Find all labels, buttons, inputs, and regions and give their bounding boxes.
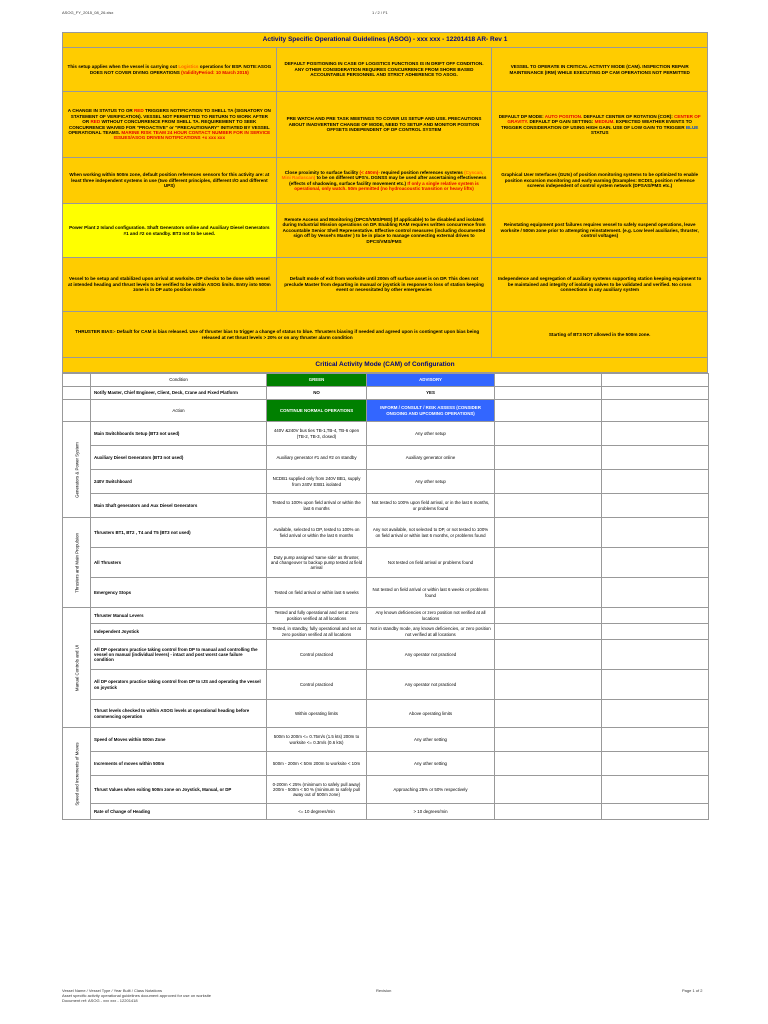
guideline-row [62, 204, 708, 258]
action-row [63, 400, 709, 422]
guideline-cell [63, 48, 277, 92]
cam-empty-cell [495, 578, 602, 608]
guideline-cell [277, 92, 493, 158]
guideline-text-part: Close proximity to surface facility [284, 169, 360, 175]
cam-condition: Main Shaft generators and Aux Diesel Generators [91, 494, 267, 518]
cam-advisory-criteria: Not tested to 100% upon field arrival, or in the last 6 months, or problems found [367, 494, 495, 518]
cam-condition: All DP operators practice taking control from DP to IJS and operating the vessel on joystick [91, 670, 267, 700]
guideline-cell [63, 92, 277, 158]
guideline-cell [277, 258, 493, 312]
guideline-cell [63, 158, 277, 204]
guideline-text [496, 222, 703, 238]
asog-sheet [62, 32, 708, 820]
cam-empty-cell [602, 494, 709, 518]
cam-row [63, 624, 709, 640]
cam-green-criteria: Auxiliary generator #1 and #2 on standby [267, 446, 367, 470]
guideline-text [67, 172, 272, 188]
guideline-text-part: (< 450m)- [359, 169, 380, 175]
cam-empty-cell [602, 578, 709, 608]
notify-advisory: YES [367, 387, 495, 400]
cam-condition: Speed of Moves within 500m Zone [91, 728, 267, 752]
guideline-text-part: MEDIUM. [594, 119, 615, 125]
guideline-text-part: Power Plant 2 Island configuration. Shaft Generators online and Auxiliary Diesel Generators #1 and #2 on standby. BT3 not to be used. [69, 225, 270, 236]
cam-advisory-criteria: Any operator not practiced [367, 640, 495, 670]
cam-advisory-criteria: Any not available, not selected to DP, or not tested to 100% on field arrival or within last 6 months, or problems found [367, 518, 495, 548]
cam-empty-cell [495, 752, 602, 776]
notify-row [63, 387, 709, 400]
guideline-text [281, 217, 488, 244]
guideline-text-part: required position references systems [379, 169, 465, 175]
cam-empty-cell [495, 728, 602, 752]
footer-line-1: Vessel Name / Vessel Type / Year Built / Class Notations [62, 988, 162, 993]
guideline-text-part: AUTO POSITION. [544, 113, 583, 119]
cam-condition: 240V Switchboard [91, 470, 267, 494]
guideline-text-part: OR [82, 119, 91, 125]
guideline-text-part: Starting of BT3 NOT allowed in the 500m zone. [548, 331, 651, 337]
guideline-cell [492, 204, 708, 258]
cam-row [63, 548, 709, 578]
cam-condition: Thrusters BT1, BT2 , T4 and T5 (BT3 not used) [91, 518, 267, 548]
cam-empty-cell [495, 470, 602, 494]
cam-empty-cell [602, 422, 709, 446]
action-label: Action [91, 400, 267, 422]
cam-group-label [63, 518, 91, 608]
guideline-text-part: A CHANGE IN STATUS TO [67, 108, 126, 114]
cam-empty-cell [602, 804, 709, 820]
guideline-row [62, 258, 708, 312]
guideline-text-part: EXPECTED WEATHER EVENTS TO TRIGGER CONSIDERATION OF USING HIGH GAIN. USE OF LOW GAIN TO TRIGGER [500, 119, 692, 130]
cam-row [63, 804, 709, 820]
cam-green-criteria: <= 10 degrees/min [267, 804, 367, 820]
guideline-text-part: PRE WATCH AND PRE TASK MEETINGS TO COVER US SETUP AND USE. PRECAUTIONS ABOUT INADVERTENT CHANGE OF MODE, NEED TO SETUP AND MONITOR POSITION OFFSETS INDEPENDENT OF DP CONTROL SYSTEM [286, 116, 482, 133]
cam-empty-cell [495, 670, 602, 700]
condition-header: Condition [91, 374, 267, 387]
guideline-row [62, 92, 708, 158]
cam-advisory-criteria: Not in standby mode, any known deficiencies, or zero position not verified at all locations [367, 624, 495, 640]
guideline-text-part: TRIGGERS NOTIFICATION TO SHELL TA (SIGNATORY ON STATEMENT OF VERIFICATION). VESSEL NOT PERMITTED TO RETURN TO WORK AFTER [70, 108, 271, 119]
cam-row [63, 640, 709, 670]
guideline-cell [277, 158, 493, 204]
cam-condition: Increments of moves within 500m [91, 752, 267, 776]
guideline-row [62, 158, 708, 204]
page-footer-left [62, 988, 211, 1003]
cam-row [63, 670, 709, 700]
guideline-text-part: STATUS [590, 129, 609, 135]
cam-green-criteria: Within operating limits [267, 700, 367, 728]
guideline-text-part: (Cyscan, Mini Radascan) [281, 169, 484, 181]
cam-row [63, 752, 709, 776]
notify-green: NO [267, 387, 367, 400]
guideline-text-part: Graphical User Interfaces (GUIs) of position monitoring systems to be optimized to enable position excursion monitoring and early warning (Examples: ECDIS, position reference screens independent of control system network (DPSAS/PMS etc.) [501, 172, 699, 189]
cam-empty-cell [602, 548, 709, 578]
cam-table [62, 373, 709, 820]
guideline-text [496, 276, 703, 292]
cam-green-criteria: Tested and fully operational and set at zero position verified at all locations [267, 608, 367, 624]
action-advisory: INFORM / CONSULT / RISK ASSESS (CONSIDER ONGOING AND UPCOMING OPERATIONS) [367, 400, 495, 422]
cam-empty-cell [602, 670, 709, 700]
guideline-text-part: operations for BSP. NOTE:ASOG DOES NOT COVER DIVING OPERATIONS [89, 64, 272, 75]
cam-group-name: Manual Controls and UI [73, 644, 79, 691]
guideline-cell [492, 312, 708, 358]
cam-row [63, 470, 709, 494]
guideline-text [67, 64, 272, 75]
cam-group-label [63, 422, 91, 518]
advisory-header: ADVISORY [367, 374, 495, 387]
cam-group-name: Thrusters and Main Propulsion [73, 532, 79, 593]
guideline-text-part: If only a single relative system is operational, only watch. 50m permitted (no hydroacoustic transition or heavy lifts) [294, 180, 479, 191]
cam-row [63, 518, 709, 548]
cam-green-criteria: 500m to 200m <= 0.75m/s (1.5 kts) 200m to worksite <= 0.3m/s (0.6 kts) [267, 728, 367, 752]
cam-advisory-criteria: Any other setup [367, 470, 495, 494]
cam-advisory-criteria: Not tested on field arrival or within last 6 weeks or problems found [367, 578, 495, 608]
guideline-text-part: This setup applies when the vessel is carrying out [67, 64, 179, 70]
guideline-text-part: THRUSTER BIAS:- Default for CAM is bias released. Use of thruster bias to trigger a change of status to blue. Thrusters biasing if needed and agreed upon is contingent upon bias being released at net thrust levels > 20% or on any thruster alarm condition [75, 329, 480, 340]
cam-green-criteria: Control practiced [267, 640, 367, 670]
guideline-cell [492, 92, 708, 158]
guideline-text-part: Default mode of exit from worksite until 200m off surface asset is on DP. This does not preclude Master from departing in manual or joystick in response to loss of station keeping event or necessitated by other emergencies [284, 276, 484, 293]
guideline-text-part: Vessel to be setup and stabilized upon arrival at worksite. DP checks to be done with vessel at intended heading and thrust levels to be verified to be within ASOG limits. Entry into 500m zone is in DP auto position mode [67, 276, 271, 293]
cam-empty-cell [602, 470, 709, 494]
cam-green-criteria: Tested to 100% upon field arrival or within the last 6 months [267, 494, 367, 518]
cam-empty-cell [495, 804, 602, 820]
cam-advisory-criteria: Auxiliary generator online [367, 446, 495, 470]
guideline-text-part: OR [125, 108, 134, 114]
notify-label: Notify Master, Chief Engineer, Client, Deck, Crane and Fixed Platform [91, 387, 267, 400]
cam-empty-cell [602, 776, 709, 804]
guideline-text [281, 276, 488, 292]
guideline-text-part: BLUE [685, 124, 699, 130]
cam-condition: Rate of Change of Heading [91, 804, 267, 820]
cam-empty-cell [602, 700, 709, 728]
page-header-left: ASOG_FY_2015_08_26.xlsx [62, 10, 114, 15]
cam-row [63, 728, 709, 752]
page-header-center: 1 / 2 / F1 [372, 10, 388, 15]
guideline-text [496, 172, 703, 188]
guideline-text-part: RED [133, 108, 144, 114]
cam-green-criteria: 500m - 200m < 50m 200m to worksite < 10m [267, 752, 367, 776]
guideline-text [281, 116, 488, 132]
cam-empty-cell [495, 776, 602, 804]
guideline-text [67, 329, 487, 340]
cam-condition: Independent Joystick [91, 624, 267, 640]
cam-condition: Thrust levels checked to within ASOG levels at operational heading before commencing operation [91, 700, 267, 728]
guideline-text-part: (ValidityPeriod: 10 March 2015) [181, 69, 249, 75]
cam-row [63, 700, 709, 728]
cam-empty-cell [495, 608, 602, 624]
cam-group-label [63, 608, 91, 728]
cam-advisory-criteria: Any other setting [367, 728, 495, 752]
guideline-text-part: DEFAULT CENTER OF ROTATION (COR): [582, 113, 675, 119]
guideline-text [496, 114, 703, 136]
cam-empty-cell [602, 518, 709, 548]
cam-advisory-criteria: Any other setting [367, 752, 495, 776]
cam-condition: Emergency Stops [91, 578, 267, 608]
cam-empty-cell [602, 728, 709, 752]
cam-green-criteria: 0-200m < 25% (minimum to safely pull away) 200m - 500m < 50 % (minimum to safely pull away out of 500m zone) [267, 776, 367, 804]
guideline-cell [63, 204, 277, 258]
guideline-cell [492, 258, 708, 312]
footer-line-2: Asset specific activity operational guidelines document approved for use on worksite [62, 993, 211, 998]
guideline-text [281, 170, 488, 192]
cam-empty-cell [602, 624, 709, 640]
guideline-text [496, 64, 703, 75]
cam-advisory-criteria: Any known deficiencies or zero position not verified at all locations [367, 608, 495, 624]
cam-group-label [63, 728, 91, 820]
cam-empty-cell [602, 640, 709, 670]
cam-row [63, 578, 709, 608]
guideline-text-part: When working within 500m zone, default position references sensors for this activity are: at least three independent systems in use (two different principles, different I/O and different UPS) [69, 172, 270, 189]
guideline-cell [63, 312, 492, 358]
asog-guideline-rows [62, 48, 708, 358]
guideline-text-part: Remote Access and Monitoring (DPCS/VMS/PMS) (If applicable) to be disabled and isolated during Industrial Mission operations on DP. Enabling RAM requires written concurrence from Accountable Senior Shell Representative. Effective control measures (including documented sign off by Vessel's Master ) to be in place to manage connecting external drives to DPCS/VMS/PMS [282, 216, 486, 244]
cam-condition: All Thrusters [91, 548, 267, 578]
cam-green-criteria: Tested on field arrival or within last 6 weeks [267, 578, 367, 608]
guideline-text-part: VESSEL TO OPERATE IN CRITICAL ACTIVITY MODE (CAM). INSPECTION REPAIR MAINTENANCE (IRM) WHILE EXECUTING DP CAM OPERATIONS NOT PERMITTED [509, 64, 690, 75]
cam-group-name: Generators & Power System [73, 441, 79, 498]
guideline-row [62, 48, 708, 92]
cam-empty-cell [602, 608, 709, 624]
guideline-text-part: Logistics [178, 64, 199, 70]
page-footer-right: Page 1 of 2 [682, 988, 703, 993]
cam-green-criteria: Tested, in standby, fully operational and set at zero position verified at all locations [267, 624, 367, 640]
guideline-cell [277, 48, 493, 92]
guideline-text-part: Independence and segregation of auxiliary systems supporting station keeping equipment to be maintained and integrity of isolating valves to be validated and verified. No cross connections in any auxiliary system [498, 276, 702, 293]
guideline-cell [492, 158, 708, 204]
guideline-text-part: CENTER OF GRAVITY. [507, 113, 701, 125]
cam-advisory-criteria: Any operator not practiced [367, 670, 495, 700]
cam-empty-cell [495, 700, 602, 728]
cam-green-criteria: NCDB1 supplied only from 240V BB1, supply from 240V ESB1 isolated [267, 470, 367, 494]
cam-green-criteria: Control practiced [267, 670, 367, 700]
cam-condition: Main Switchboards Setup (BT3 not used) [91, 422, 267, 446]
cam-condition: All DP operators practice taking control from DP to manual and controlling the vessel on manual (individual levers) - intact and post worst case failure condition [91, 640, 267, 670]
cam-empty-cell [495, 422, 602, 446]
cam-advisory-criteria: > 10 degrees/min [367, 804, 495, 820]
cam-advisory-criteria: Approaching 25% or 50% respectively [367, 776, 495, 804]
guideline-cell [492, 48, 708, 92]
cam-green-criteria: Duty pump assigned 'same side' as thruster, and changeover to backup pump tested at field arrival [267, 548, 367, 578]
guideline-text-part: DEFAULT DP MODE: [498, 113, 545, 119]
footer-line-3: Document ref: ASOG - xxx xxx - 12201418 [62, 998, 138, 1003]
guideline-text-part: DEFAULT POSITIONING IN CASE OF LOGISTICS FUNCTIONS IS IN DRIFT OFF CONDITION. ANY OTHER CONSIDERATION REQUIRES CONCURRENCE FROM SHORE BASED ACCOUNTABLE PERSONNEL AND STRICT ADHERENCE TO ASOG. [284, 61, 484, 78]
cam-condition: Auxiliary Diesel Generators (BT3 not used) [91, 446, 267, 470]
cam-advisory-criteria: Any other setup [367, 422, 495, 446]
guideline-text [281, 61, 488, 77]
cam-row [63, 776, 709, 804]
guideline-text-part: MARINE RISK TEAM 24 HOUR CONTACT NUMBER FOR IN SERVICE ISSUES/ASOG DRIVEN NOTIFICATIONS +x xxx xxx [113, 129, 271, 141]
cam-empty-cell [495, 624, 602, 640]
cam-empty-cell [495, 494, 602, 518]
cam-row [63, 494, 709, 518]
cam-empty-cell [602, 446, 709, 470]
cam-title: Critical Activity Mode (CAM) of Configuration [62, 358, 708, 373]
guideline-cell [277, 204, 493, 258]
guideline-row [62, 312, 708, 358]
guideline-text-part: DEFAULT DP GAIN SETTING: [528, 119, 595, 125]
guideline-text-part: RED [90, 119, 101, 125]
cam-condition: Thruster Manual Levers [91, 608, 267, 624]
cam-empty-cell [495, 518, 602, 548]
cam-empty-cell [495, 640, 602, 670]
cam-advisory-criteria: Above operating limits [367, 700, 495, 728]
guideline-text [67, 276, 272, 292]
guideline-text [549, 332, 651, 337]
guideline-text-part: WITHOUT CONCURRENCE FROM SHELL TA. REQUIREMENT TO SEEK CONCURRENCE WAIVED FOR "PROACTIVE" or "PRECAUTIONARY" INITIATED BY VESSEL OPERATIONAL TEAMS. [68, 119, 270, 135]
cam-advisory-criteria: Not tested on field arrival or problems found [367, 548, 495, 578]
cam-row [63, 446, 709, 470]
cam-condition: Thrust Values when exiting 500m zone on Joystick, Manual, or DP [91, 776, 267, 804]
guideline-text [67, 225, 272, 236]
cam-empty-cell [495, 548, 602, 578]
cam-empty-cell [495, 446, 602, 470]
cam-row [63, 422, 709, 446]
cam-green-criteria: Available, selected to DP, tested to 100% on field arrival or within the last 6 months [267, 518, 367, 548]
guideline-text [67, 108, 272, 140]
guideline-text-part: Reinstating equipment post failures requires vessel to safely suspend operations, leave worksite / 500m zone prior to attempting reinstatement. (e.g. Low level auxiliaries, thruster, control voltages) [500, 222, 699, 239]
guideline-cell [63, 258, 277, 312]
asog-title: Activity Specific Operational Guidelines (ASOG) - xxx xxx - 12201418 AR- Rev 1 [62, 32, 708, 48]
cam-green-criteria: 440V &240V bus ties TB-1,TB-4, TB-6 open (TB-2, TB-3, closed) [267, 422, 367, 446]
cam-group-name: Speed and Increments of Moves [73, 741, 79, 806]
green-header: GREEN [267, 374, 367, 387]
cam-empty-cell [602, 752, 709, 776]
cam-header-row [63, 374, 709, 387]
guideline-text-part: to be on different UPS's. DGNSS may be used after ascertaining effectiveness (effects of shadowing, surface facility movement etc.) [289, 175, 487, 186]
page-footer-center: Revision [376, 988, 392, 993]
cam-row [63, 608, 709, 624]
action-green: CONTINUE NORMAL OPERATIONS [267, 400, 367, 422]
